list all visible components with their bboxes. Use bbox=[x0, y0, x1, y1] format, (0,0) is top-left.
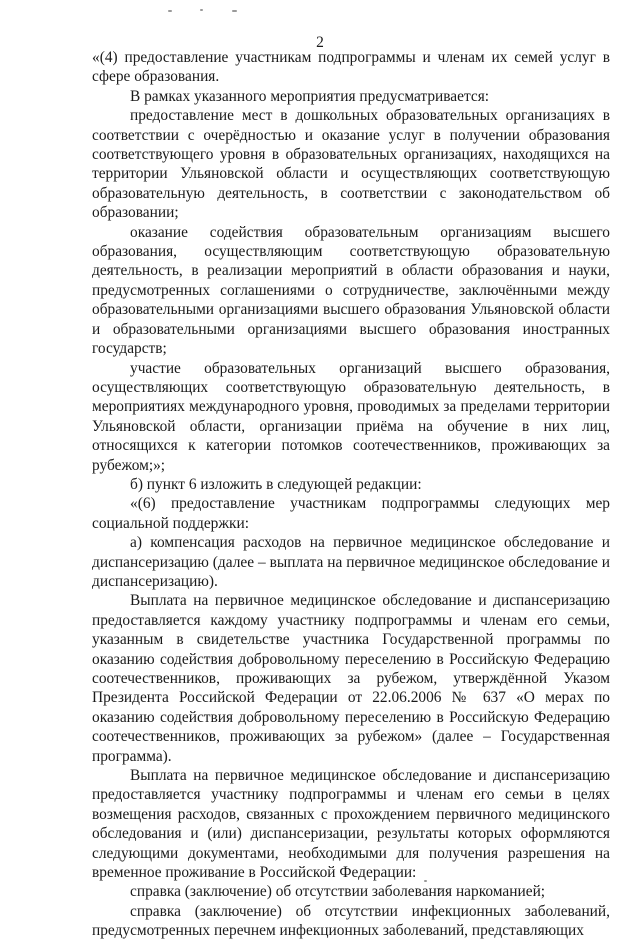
paragraph-preschool-places: предоставление мест в дошкольных образовательных организациях в соответствии с очерёдностью и оказание услуг в получении образования соответствующего уровня в образовательных организациях, находящихся на территории Ульяновской области и осуществляющих соответствующую образовательную деятельность, в соответствии с законодательством об образовании; bbox=[92, 107, 610, 222]
paragraph-narcology-certificate: справка (заключение) об отсутствии заболевания наркоманией; bbox=[130, 883, 546, 901]
document-body bbox=[92, 48, 610, 941]
paragraph-social-support-measures: «(6) предоставление участникам подпрограммы следующих мер социальной поддержки: bbox=[92, 495, 610, 532]
paragraph-payment-eligibility: Выплата на первичное медицинское обследование и диспансеризацию предоставляется каждому участнику подпрограммы и членам его семьи, указанным в свидетельстве участника Государственной программы по оказанию содействия добровольному переселению в Российскую Федерацию соотечественников, проживающих за рубежом, утверждённой Указом Президента Российской Федерации от 22.06.2006 № 637 «О мерах по оказанию содействия добровольному переселению в Российскую Федерацию соотечественников, проживающих за рубежом» (далее – Государственная программа). bbox=[92, 592, 610, 765]
scan-artifact bbox=[168, 10, 172, 12]
paragraph-medical-compensation: а) компенсация расходов на первичное медицинское обследование и диспансеризацию (далее – выплата на первичное медицинское обследование и диспансеризацию). bbox=[92, 534, 610, 590]
paragraph-clause-6-amendment: б) пункт 6 изложить в следующей редакции: bbox=[130, 475, 422, 493]
paragraph-international-events: участие образовательных организаций высшего образования, осуществляющих соответствующую образовательную деятельность, в мероприятиях международного уровня, проводимых за пределами территории Ульяновской области, организации приёма на обучение в них лиц, относящихся к категории потомков соотечественников, проживающих за рубежом;»; bbox=[92, 359, 610, 474]
paragraph-infection-certificate: справка (заключение) об отсутствии инфекционных заболеваний, предусмотренных перечнем инфекционных заболеваний, представляющих bbox=[92, 902, 610, 940]
page-number: 2 bbox=[316, 34, 324, 51]
paragraph-payment-purpose: Выплата на первичное медицинское обследование и диспансеризацию предоставляется участнику подпрограммы и членам его семьи в целях возмещения расходов, связанных с прохождением первичного медицинского обследования и (или) диспансеризации, результаты которых оформляются следующими документами, необходимыми для получения разрешения на временное проживание в Российской Федерации: bbox=[92, 767, 610, 882]
paragraph-education-services: «(4) предоставление участникам подпрограммы и членам их семей услуг в сфере образования. bbox=[92, 49, 610, 86]
paragraph-higher-education-assistance: оказание содействия образовательным организациям высшего образования, осуществляющим соответствующую образовательную деятельность, в реализации мероприятий в области образования и науки, предусмотренных соглашениями о сотрудничестве, заключёнными между образовательными организациями высшего образования Ульяновской области и образовательными организациями высшего образования иностранных государств; bbox=[92, 223, 610, 358]
scan-artifact bbox=[232, 10, 237, 12]
scan-artifact bbox=[200, 9, 203, 11]
paragraph-measures-intro: В рамках указанного мероприятия предусматривается: bbox=[130, 87, 490, 105]
